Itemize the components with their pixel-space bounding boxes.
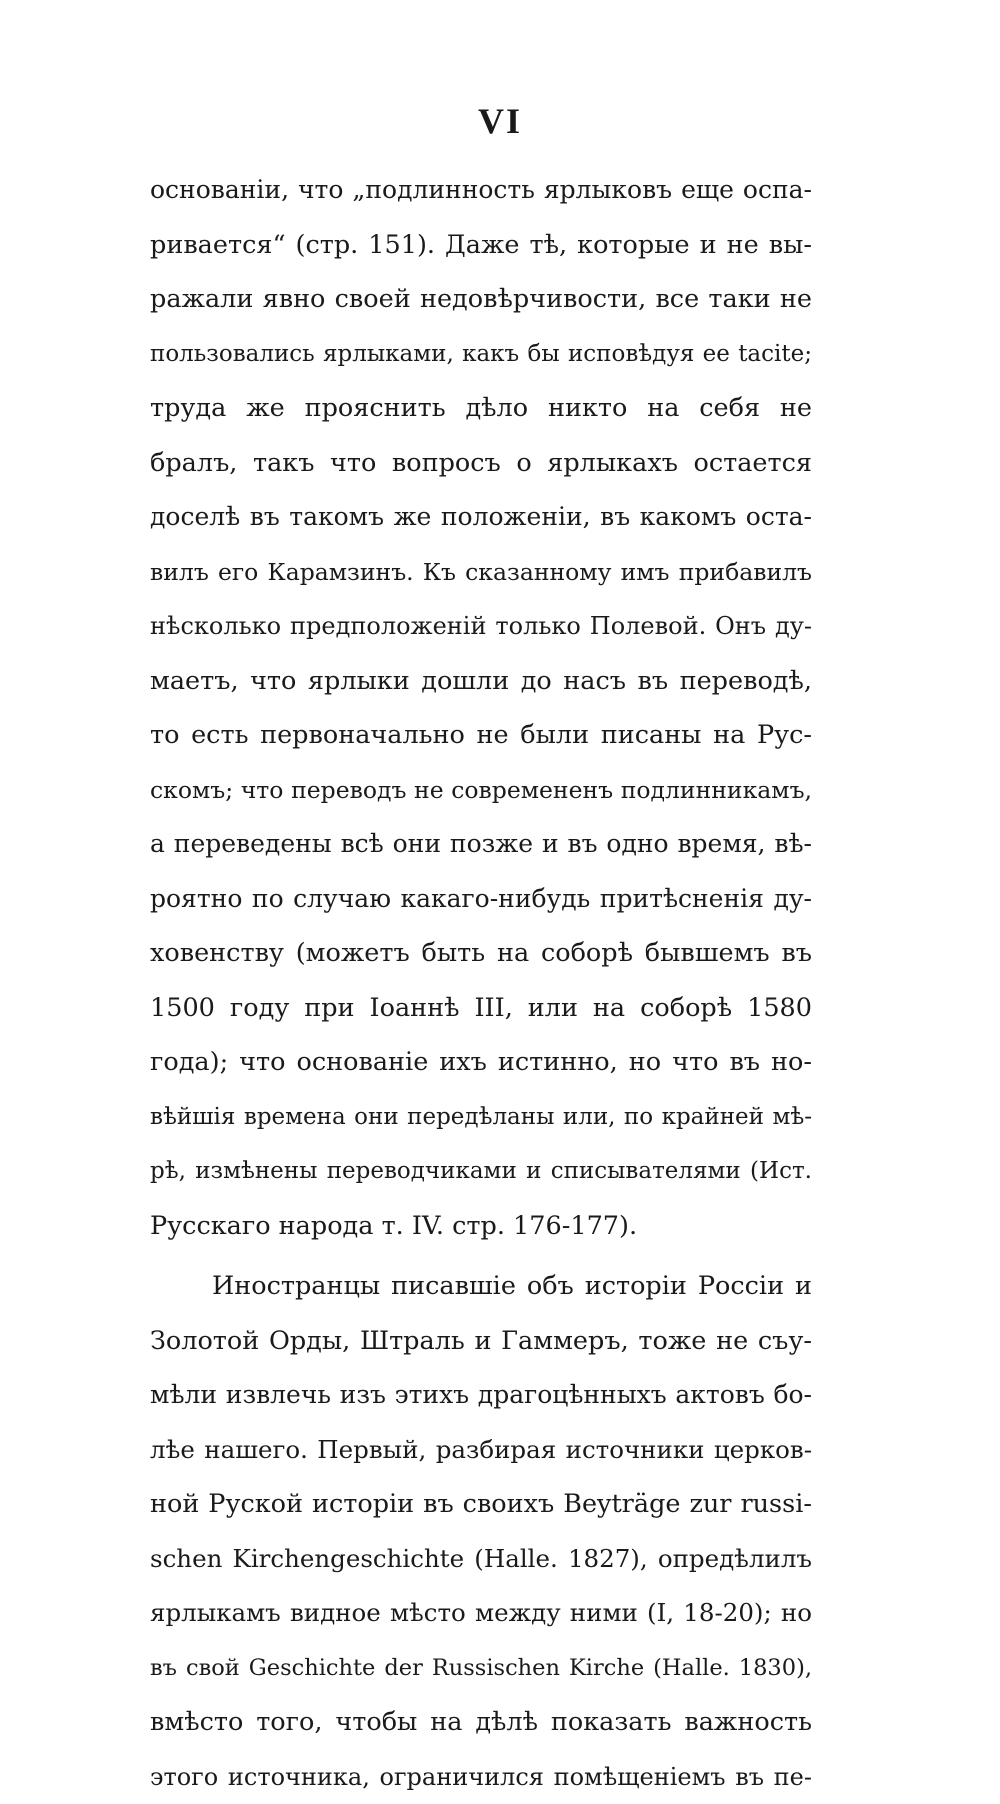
text-line: ражали явно своей недовѣрчивости, все таки не bbox=[150, 272, 812, 327]
text-line: бралъ, такъ что вопросъ о ярлыкахъ остается bbox=[150, 436, 812, 491]
text-line: пользовались ярлыками, какъ бы исповѣдуя ее tacite; bbox=[150, 327, 812, 382]
text-line: труда же прояснить дѣло никто на себя не bbox=[150, 381, 812, 436]
text-line: а переведены всѣ они позже и въ одно время, вѣ- bbox=[150, 817, 812, 872]
text-line: доселѣ въ такомъ же положенiи, въ какомъ оста- bbox=[150, 490, 812, 545]
text-line: Иностранцы писавшiе объ исторiи Россiи и bbox=[150, 1259, 812, 1314]
text-line: Золотой Орды, Штраль и Гаммеръ, тоже не съу- bbox=[150, 1314, 812, 1369]
text-line: лѣе нашего. Первый, разбирая источники церков- bbox=[150, 1423, 812, 1478]
text-line: этого источника, ограничился помѣщенiемъ въ пе- bbox=[150, 1750, 812, 1804]
text-line: скомъ; что переводъ не современенъ подлинникамъ, bbox=[150, 763, 812, 818]
text-line: роятно по случаю какаго-нибудь притѣсненiя ду- bbox=[150, 872, 812, 927]
text-line: въ свой Geschichte der Russischen Kirche (Halle. 1830), bbox=[150, 1641, 812, 1696]
text-line: вѣйшiя времена они передѣланы или, по крайней мѣ- bbox=[150, 1090, 812, 1145]
text-line: основанiи, что „подлинность ярлыковъ еще оспа- bbox=[150, 163, 812, 218]
text-line: schen Kirchengeschichte (Halle. 1827), опредѣлилъ bbox=[150, 1532, 812, 1587]
page-number: VI bbox=[0, 101, 1000, 141]
text-line: вилъ его Карамзинъ. Къ сказанному имъ прибавилъ bbox=[150, 545, 812, 600]
text-line: риваетcя“ (стр. 151). Даже тѣ, которые и не вы- bbox=[150, 218, 812, 273]
text-line: года); что основанiе ихъ истинно, но что въ но- bbox=[150, 1035, 812, 1090]
paragraph-1 bbox=[150, 163, 812, 1253]
text-line: рѣ, измѣнены переводчиками и списывателями (Ист. bbox=[150, 1144, 812, 1199]
paragraph-2 bbox=[150, 1259, 812, 1804]
text-line: маетъ, что ярлыки дошли до насъ въ переводѣ, bbox=[150, 654, 812, 709]
text-line: нѣсколько предположенiй только Полевой. Онъ ду- bbox=[150, 599, 812, 654]
text-body bbox=[150, 163, 812, 1804]
text-line: Русскаго народа т. IV. стр. 176-177). bbox=[150, 1199, 812, 1254]
text-line: ной Руской исторiи въ своихъ Beyträge zur russi- bbox=[150, 1477, 812, 1532]
text-line: вмѣсто того, чтобы на дѣлѣ показать важность bbox=[150, 1695, 812, 1750]
text-line: 1500 году при Iоаннѣ III, или на соборѣ 1580 bbox=[150, 981, 812, 1036]
text-line: то есть первоначально не были писаны на Рус- bbox=[150, 708, 812, 763]
text-line: мѣли извлечь изъ этихъ драгоцѣнныхъ актовъ бо- bbox=[150, 1368, 812, 1423]
text-line: ховенству (можетъ быть на соборѣ бывшемъ въ bbox=[150, 926, 812, 981]
text-line: ярлыкамъ видное мѣсто между ними (I, 18-20); но bbox=[150, 1586, 812, 1641]
